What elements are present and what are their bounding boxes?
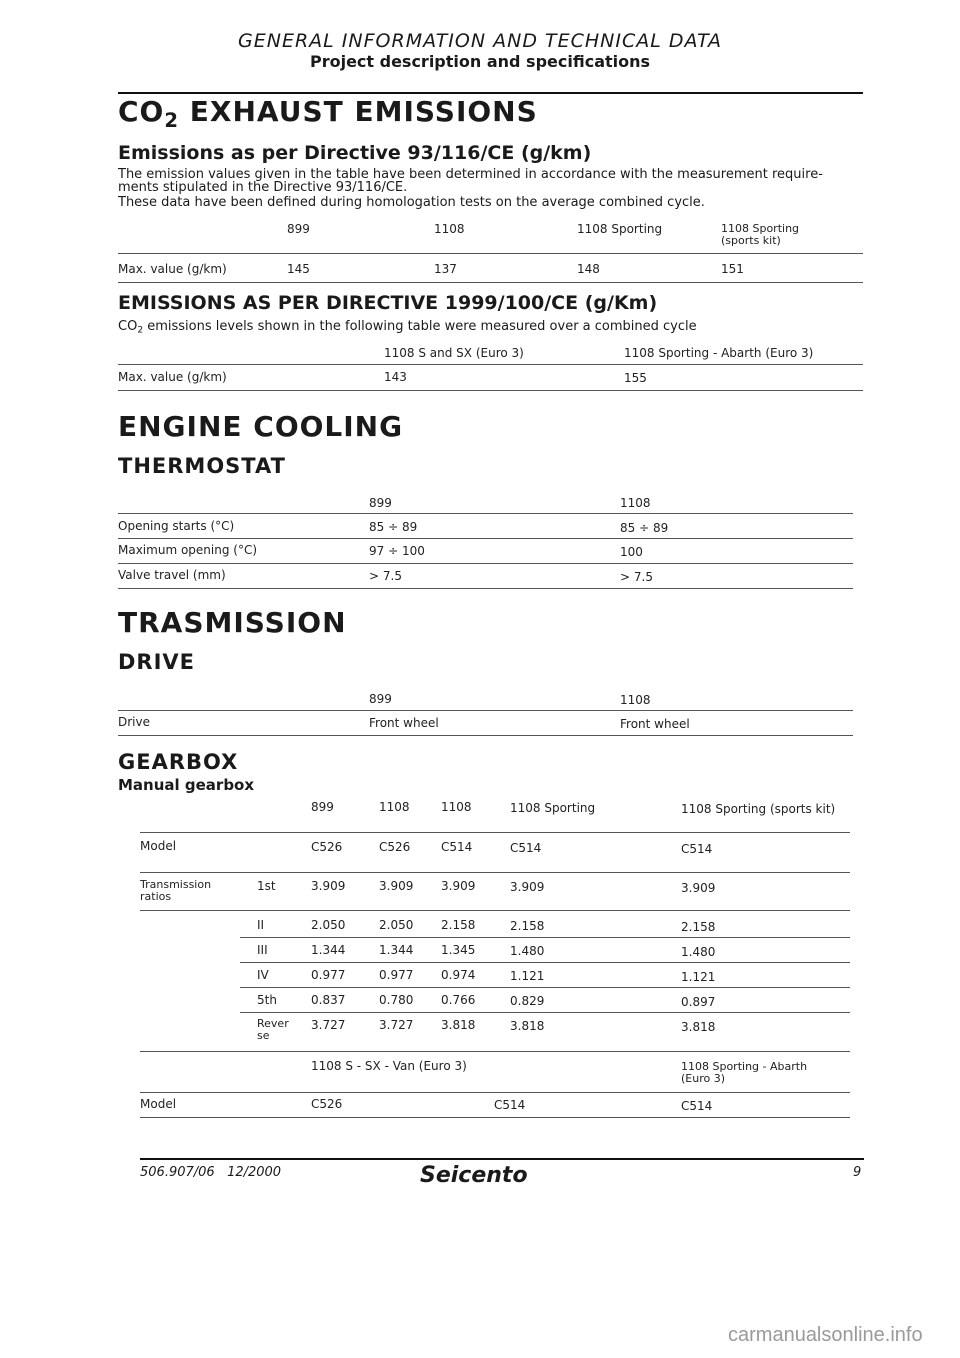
gear-col-1108: 1108 (441, 800, 472, 814)
ratio-rule (240, 987, 850, 988)
ratio-value: 3.818 (510, 1019, 545, 1033)
t2-col-1108-sporting-abarth: 1108 Sporting - Abarth (Euro 3) (624, 346, 814, 360)
t1-col-1108: 1108 (434, 222, 465, 236)
thermo-row-value-899: 97 ÷ 100 (369, 544, 425, 558)
gear-model-value: C514 (681, 842, 713, 856)
t1-value-1108: 137 (434, 262, 457, 276)
euro3-model-value: C526 (311, 1097, 343, 1111)
t2-row-label: Max. value (g/km) (118, 370, 227, 384)
gear-model-value: C514 (441, 840, 473, 854)
thermo-row-label: Maximum opening (°C) (118, 543, 258, 557)
t2-rule-top (118, 364, 863, 365)
euro3-model-value: C514 (494, 1098, 526, 1112)
thermostat-title: THERMOSTAT (118, 454, 286, 478)
euro3-col-1108-sporting-abarth: 1108 Sporting - Abarth (Euro 3) (681, 1060, 808, 1085)
gear-model-value: C514 (510, 841, 542, 855)
t1-col-899: 899 (287, 222, 310, 236)
t2-col-1108-s-sx: 1108 S and SX (Euro 3) (384, 346, 524, 360)
thermo-row-value-899: 85 ÷ 89 (369, 520, 418, 534)
ratio-value: 3.909 (681, 881, 716, 895)
ratio-value: 3.909 (441, 879, 476, 893)
thermo-rule-2 (118, 563, 853, 564)
document-code: 506.907/06 12/2000 (140, 1165, 282, 1180)
gear-col-1108: 1108 (379, 800, 410, 814)
ratio-value: 1.480 (510, 944, 545, 958)
ratio-rule-bottom (140, 1051, 850, 1052)
transmission-ratios-label: Transmission ratios (140, 878, 212, 903)
engine-cooling-title: ENGINE COOLING (118, 410, 404, 443)
gear-rule-model (140, 872, 850, 873)
t1-value-1108-sporting-kit: 151 (721, 262, 744, 276)
ratio-value: 2.050 (311, 918, 346, 932)
thermo-row-value-899: > 7.5 (369, 569, 402, 583)
ratio-value: 1.121 (681, 970, 716, 984)
euro3-rule-bottom (140, 1117, 850, 1118)
t2-rule-bottom (118, 390, 863, 391)
ratio-value: 0.977 (379, 968, 414, 982)
drive-label: Drive (118, 715, 150, 729)
t1-value-1108-sporting: 148 (577, 262, 600, 276)
thermo-row-value-1108: 85 ÷ 89 (620, 521, 669, 535)
thermo-row-value-1108: 100 (620, 545, 643, 559)
t1-rule-bottom (118, 282, 863, 283)
t1-col-1108-sporting-kit: 1108 Sporting (sports kit) (721, 222, 800, 247)
gear-rule-header (140, 832, 850, 833)
euro3-col-1108-s-sx-van: 1108 S - SX - Van (Euro 3) (311, 1059, 467, 1073)
ratio-value: 2.158 (441, 918, 476, 932)
t1-rule-top (118, 253, 863, 254)
brand-logo-text: Seicento (420, 1163, 528, 1188)
euro3-model-label: Model (140, 1097, 177, 1111)
ratio-value: 0.766 (441, 993, 476, 1007)
ratio-value: 1.480 (681, 945, 716, 959)
thermo-rule-1 (118, 538, 853, 539)
t1-value-899: 145 (287, 262, 310, 276)
ratio-value: 0.974 (441, 968, 476, 982)
ratio-value: 3.727 (311, 1018, 346, 1032)
drive-rule-bottom (118, 735, 853, 736)
gear-model-value: C526 (311, 840, 343, 854)
drive-col-1108: 1108 (620, 693, 651, 707)
ratio-value: 0.977 (311, 968, 346, 982)
gear-label: Rever se (257, 1017, 289, 1042)
ratio-value: 1.345 (441, 943, 476, 957)
t1-row-label: Max. value (g/km) (118, 262, 227, 276)
thermo-row-label: Opening starts (°C) (118, 519, 235, 533)
page-number: 9 (853, 1165, 862, 1180)
ratio-value: 0.897 (681, 995, 716, 1009)
ratio-value: 3.818 (681, 1020, 716, 1034)
watermark: carmanualsonline.info (728, 1324, 923, 1346)
running-header-subtitle: Project description and specifications (309, 52, 651, 71)
ratio-value: 1.344 (379, 943, 414, 957)
ratio-value: 3.818 (441, 1018, 476, 1032)
emission-paragraph: The emission values given in the table have been determined in accordance with the measurement require- ments stipulated in the Directive 93/116/CE. (118, 167, 823, 195)
ratio-value: 2.158 (510, 919, 545, 933)
co2-section-title: $CO_2$ EXHAUST EMISSIONS (118, 95, 538, 132)
gear-model-value: C526 (379, 840, 411, 854)
drive-value-1108: Front wheel (620, 717, 690, 731)
thermo-col-1108: 1108 (620, 496, 651, 510)
manual-gearbox-subtitle: Manual gearbox (118, 776, 255, 794)
ratio-value: 0.829 (510, 994, 545, 1008)
drive-value-899: Front wheel (369, 716, 439, 730)
gear-col-899: 899 (311, 800, 334, 814)
footer-rule (140, 1158, 864, 1160)
gear-label: III (257, 943, 268, 957)
thermo-row-value-1108: > 7.5 (620, 570, 653, 584)
gear-label: 1st (257, 879, 276, 893)
homologation-paragraph: These data have been defined during homologation tests on the average combined cycle. (118, 195, 705, 210)
thermo-col-899: 899 (369, 496, 392, 510)
ratio-rule (240, 937, 850, 938)
euro3-model-value: C514 (681, 1099, 713, 1113)
directive-1999-text: $CO_2$ emissions levels shown in the following table were measured over a combined cycle (118, 319, 697, 336)
running-header-title: GENERAL INFORMATION AND TECHNICAL DATA (238, 30, 722, 52)
ratio-value: 0.837 (311, 993, 346, 1007)
drive-title: DRIVE (118, 650, 196, 674)
directive-1999-title: EMISSIONS AS PER DIRECTIVE 1999/100/CE (g/Km) (118, 292, 658, 314)
gear-col-1108-sporting-kit: 1108 Sporting (sports kit) (681, 802, 836, 816)
header-rule (118, 92, 863, 94)
transmission-title: TRASMISSION (118, 606, 347, 639)
ratio-value: 1.344 (311, 943, 346, 957)
thermo-rule-0 (118, 513, 853, 514)
ratio-value: 2.050 (379, 918, 414, 932)
drive-col-899: 899 (369, 692, 392, 706)
t1-col-1108-sporting: 1108 Sporting (577, 222, 663, 236)
gear-label: IV (257, 968, 269, 982)
gear-label: 5th (257, 993, 277, 1007)
ratio-rule (240, 1012, 850, 1013)
ratio-value: 3.909 (510, 880, 545, 894)
ratio-rule (140, 910, 850, 911)
drive-rule-top (118, 710, 853, 711)
ratio-value: 1.121 (510, 969, 545, 983)
t2-value-1: 143 (384, 370, 407, 384)
gear-col-1108-sporting: 1108 Sporting (510, 801, 596, 815)
ratio-value: 3.727 (379, 1018, 414, 1032)
ratio-rule (240, 962, 850, 963)
thermo-rule-3 (118, 588, 853, 589)
thermo-row-label: Valve travel (mm) (118, 568, 226, 582)
gear-model-label: Model (140, 839, 177, 853)
ratio-value: 3.909 (311, 879, 346, 893)
ratio-value: 3.909 (379, 879, 414, 893)
directive-93-title: Emissions as per Directive 93/116/CE (g/km) (118, 142, 592, 164)
euro3-rule-top (140, 1092, 850, 1093)
t2-value-2: 155 (624, 371, 647, 385)
gearbox-title: GEARBOX (118, 750, 239, 774)
gear-label: II (257, 918, 265, 932)
ratio-value: 0.780 (379, 993, 414, 1007)
ratio-value: 2.158 (681, 920, 716, 934)
